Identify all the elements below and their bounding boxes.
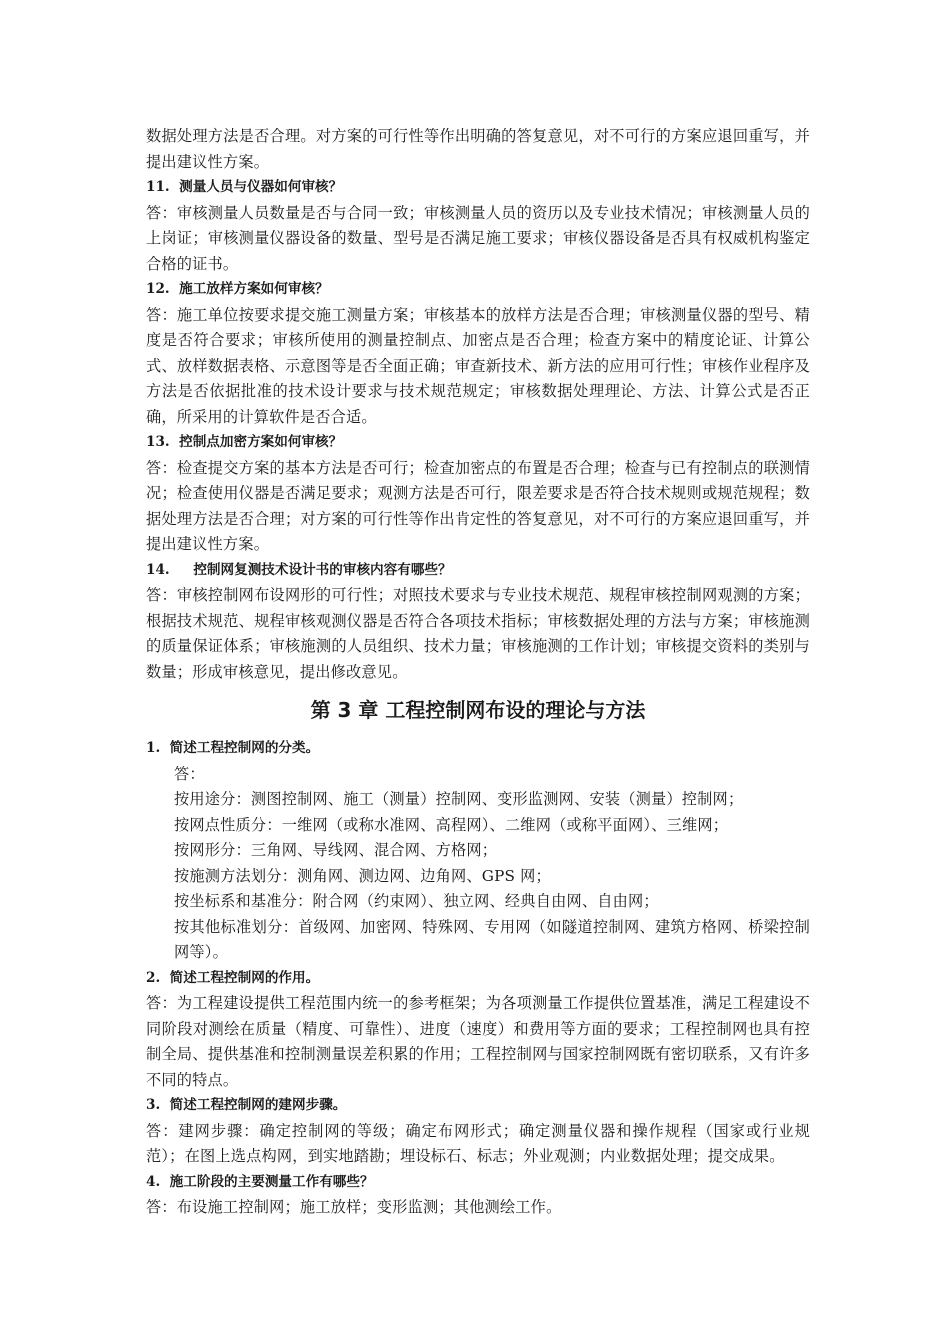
list-item: 按网形分：三角网、导线网、混合网、方格网； — [174, 841, 498, 859]
question-number: 12. — [146, 281, 170, 297]
answer-paragraph-ch4: 答：布设施工控制网；施工放样；变形监测；其他测绘工作。 — [146, 1198, 562, 1216]
answer-label: 答： — [174, 764, 205, 783]
answer-paragraph-ch3: 答：建网步骤：确定控制网的等级；确定布网形式；确定测量仪器和操作规程（国家或行业规范）；在图上选点构网，到实地踏勘；埋设标石、标志；外业观测；内业数据处理；提交成果。 — [146, 1121, 810, 1165]
question-number: 2. — [146, 969, 161, 986]
question-text: 控制点加密方案如何审核？ — [179, 434, 343, 450]
question-number: 1. — [146, 740, 161, 756]
chapter-question-heading-2 — [146, 966, 810, 992]
question-number: 13. — [146, 434, 170, 450]
question-text: 控制网复测技术设计书的审核内容有哪些？ — [193, 561, 452, 578]
document-page — [146, 124, 810, 1221]
question-text: 简述工程控制网的建网步骤。 — [169, 1097, 347, 1113]
question-heading-11 — [146, 175, 810, 201]
list-item: 按施测方法划分：测角网、测边网、边角网、GPS 网； — [174, 866, 551, 885]
question-number: 11. — [146, 179, 170, 195]
question-heading-12 — [146, 277, 810, 303]
list-item: 按其他标准划分：首级网、加密网、特殊网、专用网（如隧道控制网、建筑方格网、桥梁控制网等）。 — [174, 917, 810, 961]
question-heading-14 — [146, 558, 810, 584]
continued-paragraph: 数据处理方法是否合理。对方案的可行性等作出明确的答复意见，对不可行的方案应退回重写，并提出建议性方案。 — [146, 127, 810, 171]
answer-paragraph-ch2: 答：为工程建设提供工程范围内统一的参考框架；为各项测量工作提供位置基准，满足工程建设不同阶段对测绘在质量（精度、可靠性）、进度（速度）和费用等方面的要求；工程控制网也具有控制全局、提供基准和控制测量误差积累的作用；工程控制网与国家控制网既有密切联系，又有许多不同的特点。 — [146, 994, 810, 1089]
question-number: 14. — [146, 561, 170, 578]
list-item: 按坐标系和基准分：附合网（约束网）、独立网、经典自由网、自由网； — [174, 892, 659, 910]
answer-paragraph-12: 答：施工单位按要求提交施工测量方案；审核基本的放样方法是否合理；审核测量仪器的型号、精度是否符合要求；审核所使用的测量控制点、加密点是否合理；检查方案中的精度论证、计算公式、放样数据表格、示意图等是否全面正确；审查新技术、新方法的应用可行性；审核作业程序及方法是否依据批准的技术设计要求与技术规范规定；审核数据处理理论、方法、计算公式是否正确，所采用的计算软件是否合适。 — [146, 305, 810, 426]
answer-paragraph-14: 答：审核控制网布设网形的可行性；对照技术要求与专业技术规范、规程审核控制网观测的方案；根据技术规范、规程审核观测仪器是否符合各项技术指标；审核数据处理的方法与方案；审核施测的质量保证体系；审核施测的人员组织、技术力量；审核施测的工作计划；审核提交资料的类别与数量；形成审核意见，提出修改意见。 — [146, 586, 810, 681]
chapter-question-heading-3 — [146, 1093, 810, 1119]
question-heading-13 — [146, 430, 810, 456]
chapter-question-heading-4 — [146, 1170, 810, 1196]
list-item: 按用途分：测图控制网、施工（测量）控制网、变形监测网、安装（测量）控制网； — [174, 790, 744, 808]
classification-list — [146, 762, 810, 966]
answer-paragraph-11: 答：审核测量人员数量是否与合同一致；审核测量人员的资历以及专业技术情况；审核测量人员的上岗证；审核测量仪器设备的数量、型号是否满足施工要求；审核仪器设备是否具有权威机构鉴定合格的证书。 — [146, 203, 810, 273]
chapter-title: 第 3 章 工程控制网布设的理论与方法 — [310, 698, 646, 722]
chapter-question-heading-1 — [146, 736, 810, 762]
question-text: 简述工程控制网的作用。 — [169, 969, 320, 986]
question-number: 4. — [146, 1173, 161, 1190]
answer-paragraph-13: 答：检查提交方案的基本方法是否可行；检查加密点的布置是否合理；检查与已有控制点的联测情况；检查使用仪器是否满足要求；观测方法是否可行，限差要求是否符合技术规则或规范规程；数据处理方法是否合理；对方案的可行性等作出肯定性的答复意见，对不可行的方案应退回重写，并提出建议性方案。 — [146, 458, 810, 553]
question-text: 简述工程控制网的分类。 — [169, 740, 320, 756]
list-item: 按网点性质分：一维网（或称水准网、高程网）、二维网（或称平面网）、三维网； — [174, 815, 729, 834]
question-number: 3. — [146, 1097, 161, 1113]
question-text: 施工阶段的主要测量工作有哪些？ — [169, 1173, 374, 1190]
question-text: 测量人员与仪器如何审核？ — [179, 179, 343, 195]
question-text: 施工放样方案如何审核？ — [179, 281, 329, 297]
